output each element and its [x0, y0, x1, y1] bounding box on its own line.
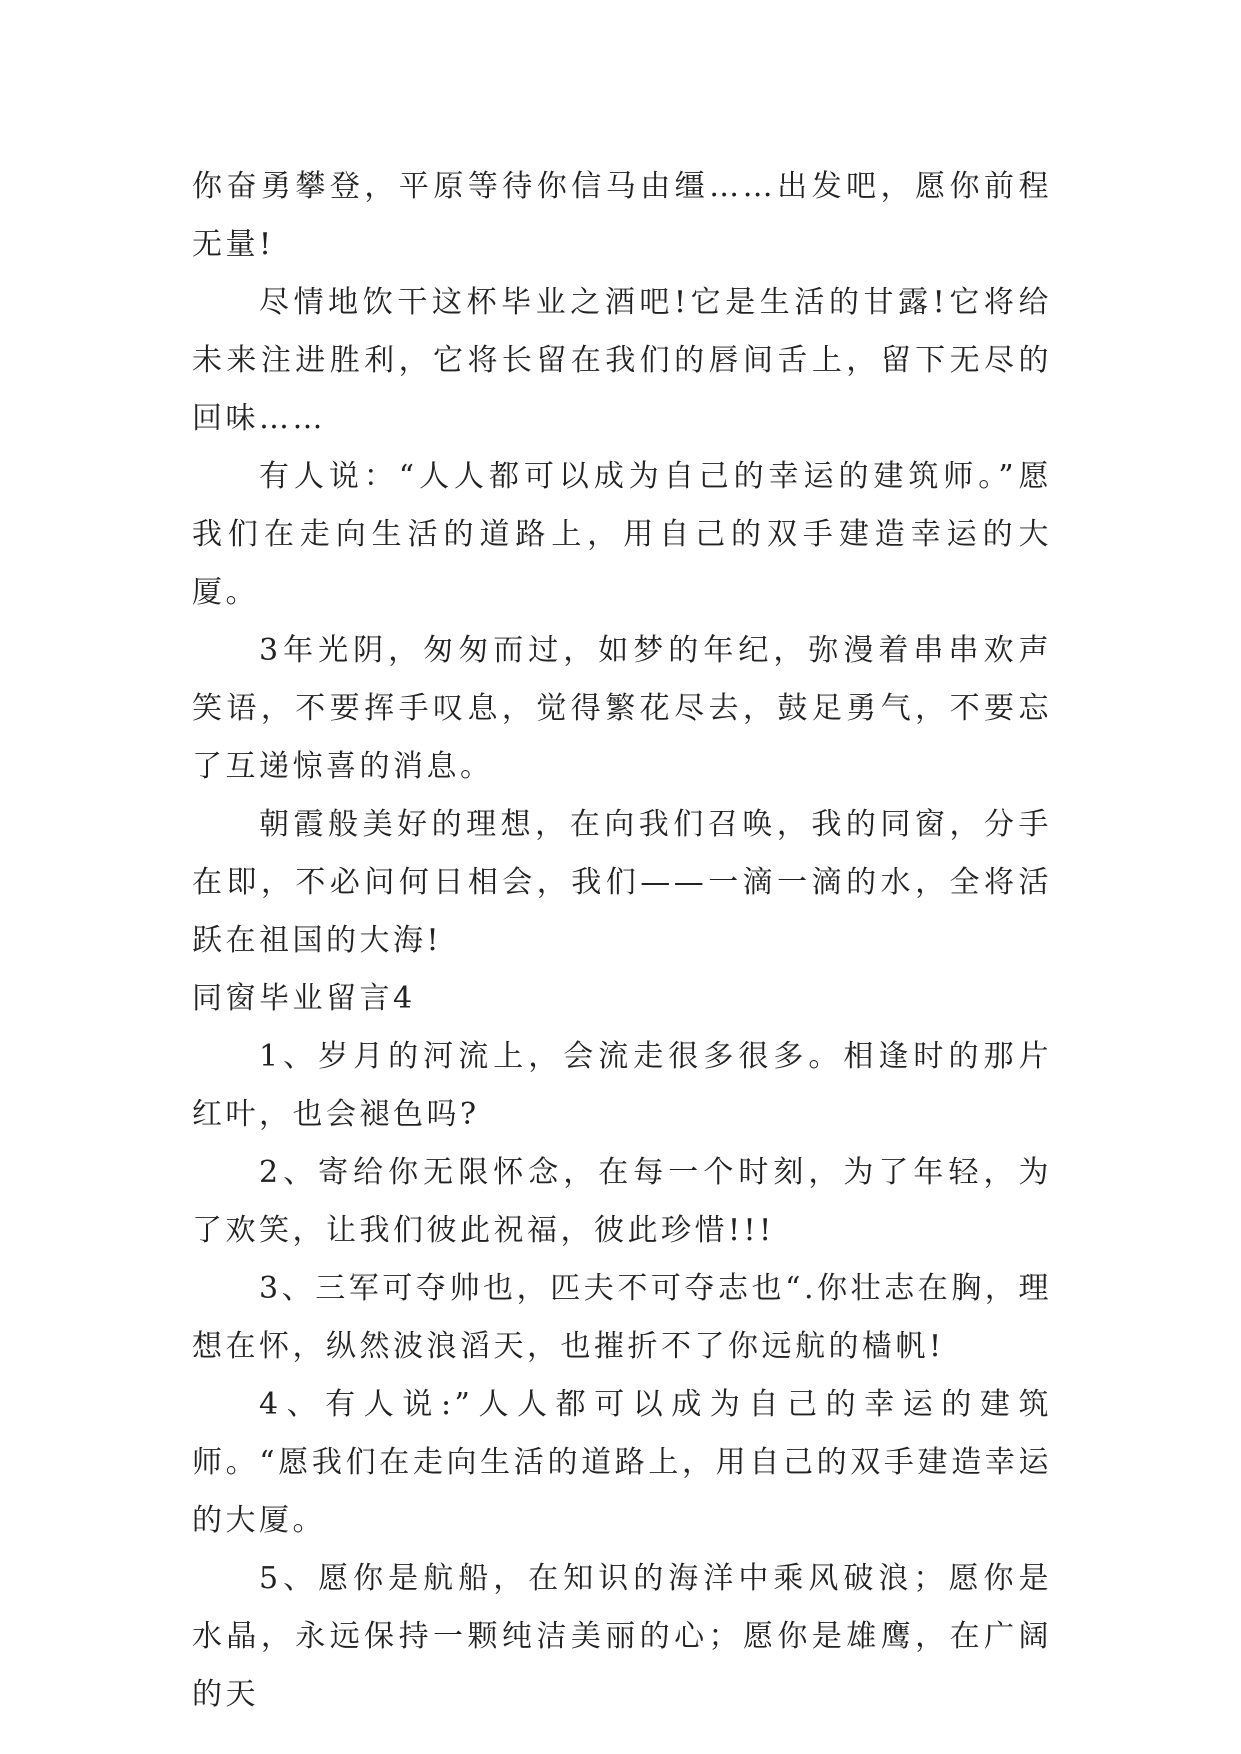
list-item: 2、寄给你无限怀念，在每一个时刻，为了年轻，为了欢笑，让我们彼此祝福，彼此珍惜!!!: [192, 1155, 1052, 1248]
paragraph: 3年光阴，匆匆而过，如梦的年纪，弥漫着串串欢声笑语，不要挥手叹息，觉得繁花尽去，鼓足勇气，不要忘了互递惊喜的消息。: [192, 633, 1052, 784]
paragraph: 朝霞般美好的理想，在向我们召唤，我的同窗，分手在即，不必问何日相会，我们——一滴一滴的水，全将活跃在祖国的大海!: [192, 807, 1052, 958]
paragraph: 有人说：“人人都可以成为自己的幸运的建筑师。”愿我们在走向生活的道路上，用自己的双手建造幸运的大厦。: [192, 459, 1052, 610]
paragraph-continuation: 你奋勇攀登，平原等待你信马由缰……出发吧，愿你前程无量!: [192, 169, 1052, 262]
list-item: 4、有人说:”人人都可以成为自己的幸运的建筑师。“愿我们在走向生活的道路上，用自己的双手建造幸运的大厦。: [192, 1387, 1052, 1538]
section-heading: 同窗毕业留言4: [192, 981, 416, 1016]
document-body: [192, 158, 1052, 1724]
list-item: 3、三军可夺帅也，匹夫不可夺志也“.你壮志在胸，理想在怀，纵然波浪滔天，也摧折不了你远航的樯帆!: [192, 1271, 1052, 1364]
list-item: 5、愿你是航船，在知识的海洋中乘风破浪；愿你是水晶，永远保持一颗纯洁美丽的心；愿你是雄鹰，在广阔的天: [192, 1561, 1052, 1712]
paragraph: 尽情地饮干这杯毕业之酒吧!它是生活的甘露!它将给未来注进胜利，它将长留在我们的唇间舌上，留下无尽的回味……: [192, 285, 1052, 436]
list-item: 1、岁月的河流上，会流走很多很多。相逢时的那片红叶，也会褪色吗?: [192, 1039, 1052, 1132]
